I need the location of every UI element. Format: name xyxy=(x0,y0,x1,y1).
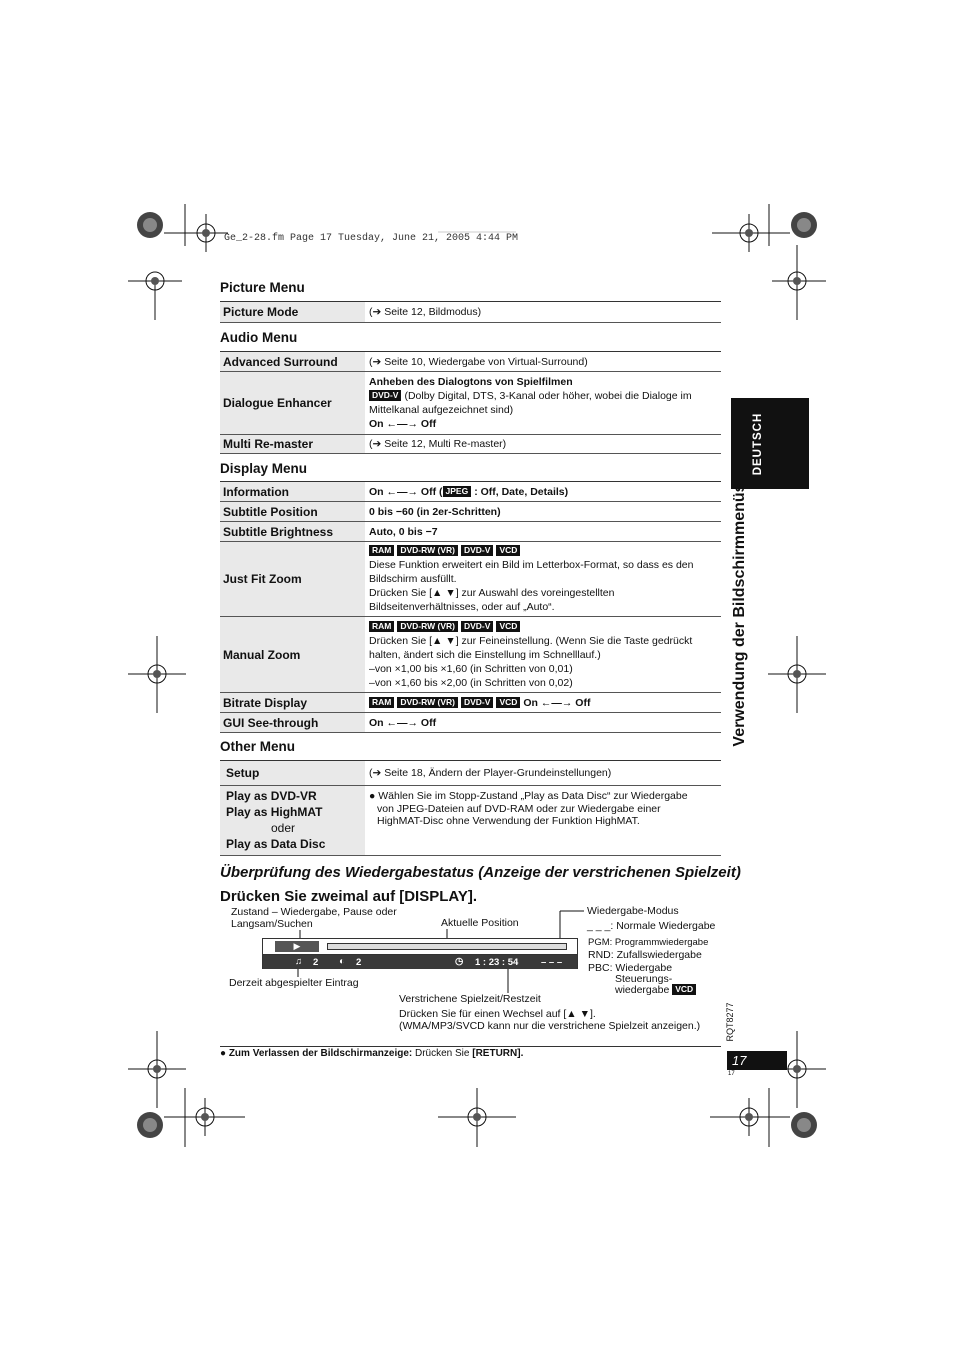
advanced-surround-value: (➔ Seite 10, Wiedergabe von Virtual-Surround) xyxy=(365,352,721,372)
dvd-rw-vr-badge: DVD-RW (VR) xyxy=(397,621,458,632)
picture-mode-value: (➔ Seite 12, Bildmodus) xyxy=(365,302,721,323)
vcd-badge: VCD xyxy=(672,984,696,995)
mode-pbc-line3-text: wiedergabe xyxy=(615,984,670,996)
picture-menu-title: Picture Menu xyxy=(220,280,305,295)
dvd-v-badge: DVD-V xyxy=(369,390,401,401)
manual-zoom-line4: –von ×1,60 bis ×2,00 (in Schritten von 0,02) xyxy=(369,676,573,689)
footer-note-text: Drücken Sie xyxy=(415,1048,470,1059)
file-info-line: Ge_2-28.fm Page 17 Tuesday, June 21, 2005 4:44 PM xyxy=(224,233,519,244)
advanced-surround-label: Advanced Surround xyxy=(220,352,365,372)
footer-note-bold: ● Zum Verlassen der Bildschirmanzeige: xyxy=(220,1048,413,1059)
gui-see-through-value: On ←—→ Off xyxy=(365,713,721,733)
footer-note-key: [RETURN]. xyxy=(472,1048,524,1059)
play-mode-dashes: – – – xyxy=(541,957,563,968)
play-as-line2: von JPEG-Dateien auf DVD-RAM oder zur Wiedergabe einer xyxy=(377,802,661,815)
information-label: Information xyxy=(220,482,365,502)
label-elapsed: Verstrichene Spielzeit/Restzeit xyxy=(399,993,541,1005)
setup-value: (➔ Seite 18, Ändern der Player-Grundeinstellungen) xyxy=(365,761,721,786)
just-fit-line1: Diese Funktion erweitert ein Bild im Letterbox-Format, so dass es den xyxy=(369,559,694,571)
subtitle-brightness-label: Subtitle Brightness xyxy=(220,522,365,542)
label-state-line1: Zustand – Wiedergabe, Pause oder xyxy=(231,906,397,918)
manual-zoom-line2: halten, ändert sich die Einstellung im Schnelllauf.) xyxy=(369,648,601,661)
small-page-number: 17 xyxy=(728,1071,735,1077)
chapter-side-title: Verwendung der Bildschirmmenüs xyxy=(731,483,748,747)
label-wma-note: (WMA/MP3/SVCD kann nur die verstrichene Spielzeit anzeigen.) xyxy=(399,1020,701,1032)
mode-normal: _ _ _: Normale Wiedergabe xyxy=(587,920,716,932)
dvd-rw-vr-badge: DVD-RW (VR) xyxy=(397,545,458,556)
display-menu-title: Display Menu xyxy=(220,461,308,476)
clock-icon: ◷ xyxy=(455,956,464,967)
ram-badge: RAM xyxy=(369,697,394,708)
playback-status-bar xyxy=(262,938,578,969)
mode-pgm: PGM: Programmwiedergabe xyxy=(588,937,709,948)
track-number: 2 xyxy=(313,957,319,968)
setup-label: Setup xyxy=(220,761,365,786)
vcd-badge: VCD xyxy=(496,621,520,632)
footer-note xyxy=(220,1048,523,1059)
dvd-v-badge: DVD-V xyxy=(461,545,493,556)
just-fit-line4: Bildseitenverhältnisses, oder auf „Auto“. xyxy=(369,601,555,613)
audio-menu-title: Audio Menu xyxy=(220,330,298,345)
just-fit-zoom-label: Just Fit Zoom xyxy=(220,542,365,617)
multi-remaster-label: Multi Re-master xyxy=(220,435,365,454)
language-tab-label: DEUTSCH xyxy=(752,412,764,476)
subtitle-position-value: 0 bis −60 (in 2er-Schritten) xyxy=(365,502,721,522)
bitrate-display-label: Bitrate Display xyxy=(220,693,365,713)
dvd-v-badge: DVD-V xyxy=(461,621,493,632)
chapter-icon: ◐ xyxy=(339,956,345,967)
mode-rnd: RND: Zufallswiedergabe xyxy=(588,949,702,961)
subtitle-position-label: Subtitle Position xyxy=(220,502,365,522)
dvd-v-badge: DVD-V xyxy=(461,697,493,708)
dvd-rw-vr-badge: DVD-RW (VR) xyxy=(397,697,458,708)
bar-bottom-row xyxy=(263,955,577,969)
label-position: Aktuelle Position xyxy=(441,917,519,929)
label-change: Drücken Sie für einen Wechsel auf [▲ ▼]. xyxy=(399,1008,596,1020)
play-as-dvd-vr-label: Play as DVD-VR xyxy=(226,789,317,803)
play-as-line1: ● Wählen Sie im Stopp-Zustand „Play as Data Disc“ zur Wiedergabe xyxy=(369,790,688,802)
manual-zoom-line1: Drücken Sie [▲ ▼] zur Feineinstellung. (Wenn Sie die Taste gedrückt xyxy=(369,634,693,647)
just-fit-line2: Bildschirm ausfüllt. xyxy=(369,573,457,585)
gui-see-through-label: GUI See-through xyxy=(220,713,365,733)
play-as-highmat-label: Play as HighMAT xyxy=(226,805,323,819)
mode-pbc-line2: Steuerungs- xyxy=(615,973,673,985)
subtitle-brightness-value: Auto, 0 bis −7 xyxy=(365,522,721,542)
play-as-oder: oder xyxy=(271,821,296,835)
dialogue-enhancer-label: Dialogue Enhancer xyxy=(220,372,365,435)
dialogue-line2: (Dolby Digital, DTS, 3-Kanal oder höher, wobei die Dialoge im xyxy=(404,390,692,402)
track-icon: ♫ xyxy=(295,956,303,967)
information-post: : Off, Date, Details xyxy=(474,485,565,498)
document-code: RQT8277 xyxy=(725,1002,735,1042)
play-as-line3: HighMAT-Disc ohne Verwendung der Funktion HighMAT. xyxy=(377,815,640,827)
bar-top-row xyxy=(263,939,577,955)
vcd-badge: VCD xyxy=(496,545,520,556)
elapsed-time: 1 : 23 : 54 xyxy=(475,957,519,968)
label-state-line2: Langsam/Suchen xyxy=(231,918,313,930)
information-pre: On ←—→ Off ( xyxy=(369,485,443,498)
multi-remaster-value: (➔ Seite 12, Multi Re-master) xyxy=(365,435,721,454)
dialogue-line3: Mittelkanal aufgezeichnet sind) xyxy=(369,404,514,416)
page-number: 17 xyxy=(727,1051,787,1070)
picture-mode-label: Picture Mode xyxy=(220,302,365,323)
ram-badge: RAM xyxy=(369,545,394,556)
manual-zoom-label: Manual Zoom xyxy=(220,617,365,693)
information-close: ) xyxy=(564,485,569,498)
footer-rule xyxy=(220,1046,721,1047)
just-fit-line3: Drücken Sie [▲ ▼] zur Auswahl des voreingestellten xyxy=(369,587,615,599)
label-mode: Wiedergabe-Modus xyxy=(587,905,679,917)
other-menu-title: Other Menu xyxy=(220,739,296,754)
position-track xyxy=(327,943,567,950)
bitrate-on-off: On ←—→ Off xyxy=(523,696,591,709)
jpeg-badge: JPEG xyxy=(443,486,472,497)
press-display-instruction: Drücken Sie zweimal auf [DISPLAY]. xyxy=(220,888,478,905)
mode-pbc-line1: PBC: Wiedergabe xyxy=(588,962,673,974)
chapter-number: 2 xyxy=(356,957,362,968)
play-state-icon: ▶ xyxy=(275,941,319,952)
dialogue-line1: Anheben des Dialogtons von Spielfilmen xyxy=(369,376,573,388)
manual-zoom-line3: –von ×1,00 bis ×1,60 (in Schritten von 0,01) xyxy=(369,662,573,675)
vcd-badge: VCD xyxy=(496,697,520,708)
dialogue-line4: On ←—→ Off xyxy=(369,418,437,430)
play-as-data-disc-label: Play as Data Disc xyxy=(226,837,326,851)
ram-badge: RAM xyxy=(369,621,394,632)
label-current-entry: Derzeit abgespielter Eintrag xyxy=(229,977,359,989)
status-heading: Überprüfung des Wiedergabestatus (Anzeige der verstrichenen Spielzeit) xyxy=(220,864,741,881)
